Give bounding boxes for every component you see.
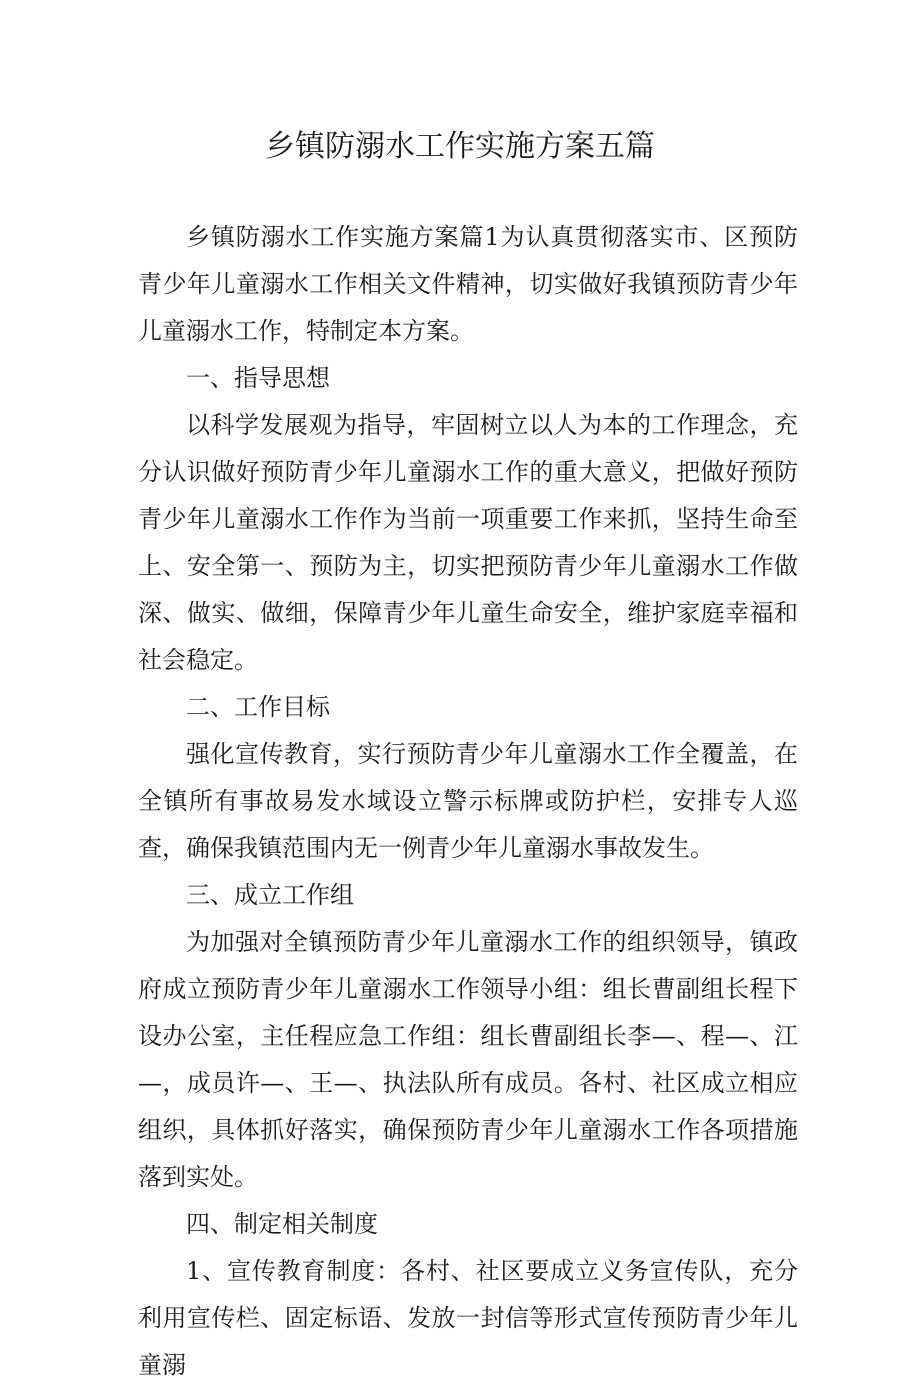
section-heading-work-goals: 二、工作目标 (186, 693, 330, 721)
section-heading-guiding-thought: 一、指导思想 (186, 364, 330, 392)
paragraph-work-goals: 强化宣传教育，实行预防青少年儿童溺水工作全覆盖，在全镇所有事故易发水域设立警示标牌或防护栏，安排专人巡查，确保我镇范围内无一例青少年儿童溺水事故发生。 (138, 740, 798, 862)
paragraph-working-group: 为加强对全镇预防青少年儿童溺水工作的组织领导，镇政府成立预防青少年儿童溺水工作领导小组：组长曹副组长程下设办公室，主任程应急工作组：组长曹副组长李—、程—、江—，成员许—、王—、执法队所有成员。各村、社区成立相应组织，具体抓好落实，确保预防青少年儿童溺水工作各项措施落到实处。 (138, 928, 798, 1191)
section-heading-working-group: 三、成立工作组 (186, 881, 354, 909)
section-heading-regulations: 四、制定相关制度 (186, 1210, 378, 1238)
paragraph-guiding-thought: 以科学发展观为指导，牢固树立以人为本的工作理念，充分认识做好预防青少年儿童溺水工作的重大意义，把做好预防青少年儿童溺水工作作为当前一项重要工作来抓，坚持生命至上、安全第一、预防为主，切实把预防青少年儿童溺水工作做深、做实、做细，保障青少年儿童生命安全，维护家庭幸福和社会稳定。 (138, 411, 798, 674)
document-title: 乡镇防溺水工作实施方案五篇 (265, 129, 655, 164)
paragraph-intro: 乡镇防溺水工作实施方案篇1为认真贯彻落实市、区预防青少年儿童溺水工作相关文件精神，切实做好我镇预防青少年儿童溺水工作，特制定本方案。 (138, 223, 798, 345)
paragraph-publicity-system: 1、宣传教育制度：各村、社区要成立义务宣传队，充分利用宣传栏、固定标语、发放一封信等形式宣传预防青少年儿童溺 (138, 1257, 798, 1379)
document-body (138, 214, 798, 1389)
